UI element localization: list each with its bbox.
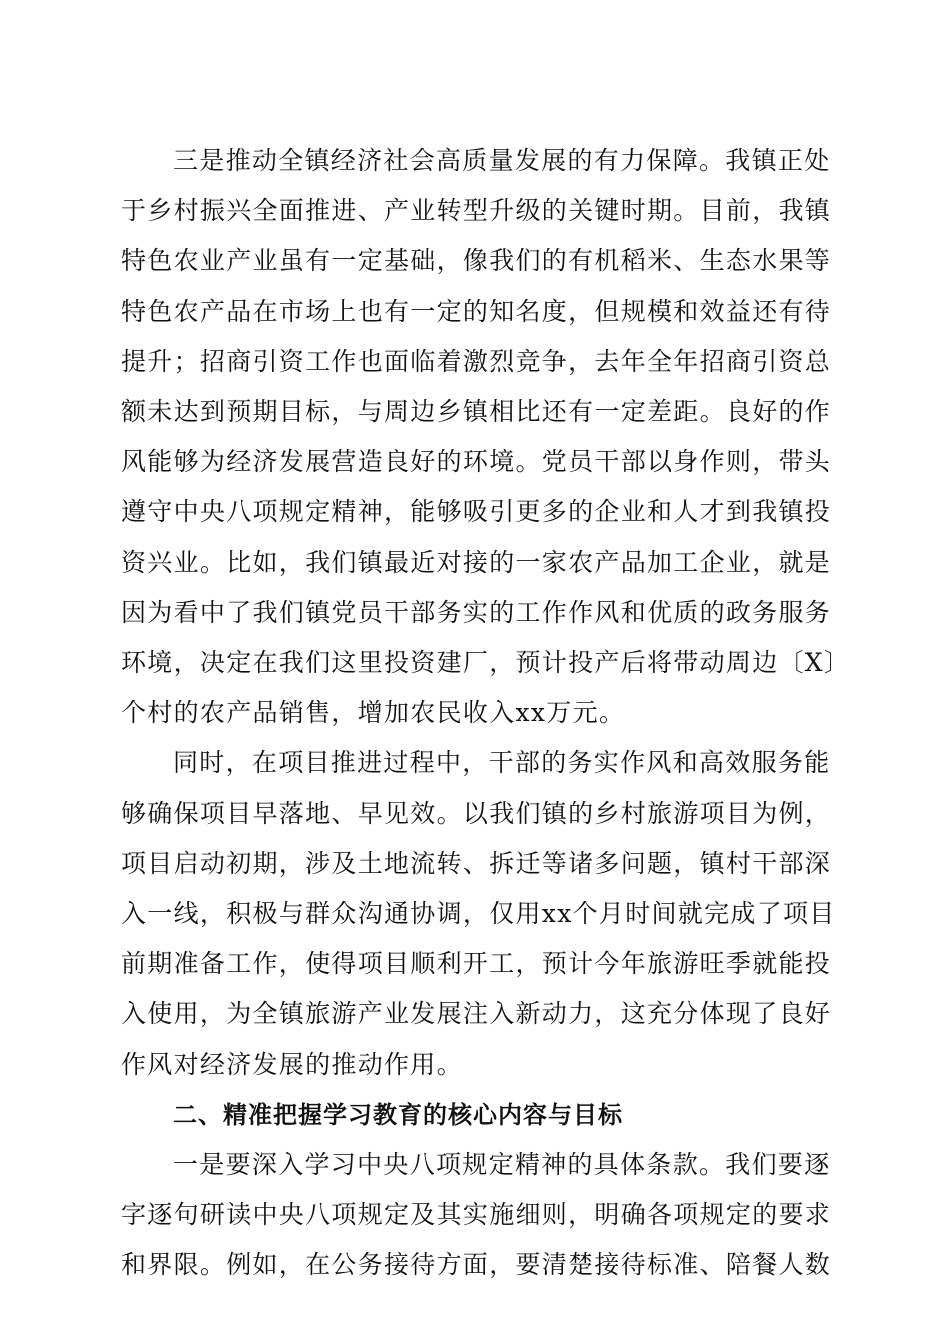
text-line: 和界限。例如，在公务接待方面，要清楚接待标准、陪餐人数: [121, 1250, 832, 1280]
document-body: [121, 136, 851, 1291]
text-line: 够确保项目早落地、早见效。以我们镇的乡村旅游项目为例，: [121, 798, 832, 828]
text-line: 前期准备工作，使得项目顺利开工，预计今年旅游旺季就能投: [121, 949, 832, 979]
text-line: 特色农产品在市场上也有一定的知名度，但规模和效益还有待: [121, 296, 832, 326]
text-line: 入使用，为全镇旅游产业发展注入新动力，这充分体现了良好: [121, 999, 832, 1029]
text-line: 三是推动全镇经济社会高质量发展的有力保障。我镇正处: [173, 146, 831, 175]
text-line: 风能够为经济发展营造良好的环境。党员干部以身作则，带头: [121, 447, 832, 477]
text-line: 个村的农产品销售，增加农民收入xx万元。: [121, 698, 626, 728]
text-line: 作风对经济发展的推动作用。: [121, 1049, 463, 1079]
text-line: 入一线，积极与群众沟通协调，仅用xx个月时间就完成了项目: [121, 899, 836, 929]
text-line: 同时，在项目推进过程中，干部的务实作风和高效服务能: [173, 748, 831, 778]
text-line: 额未达到预期目标，与周边乡镇相比还有一定差距。良好的作: [121, 397, 832, 427]
paragraph-study-regulations: [121, 1140, 832, 1291]
paragraph-economic-guarantee: [121, 136, 851, 738]
text-line: 于乡村振兴全面推进、产业转型升级的关键时期。目前，我镇: [121, 196, 832, 226]
section-heading: 二、精准把握学习教育的核心内容与目标: [173, 1100, 623, 1129]
text-line: 一是要深入学习中央八项规定精神的具体条款。我们要逐: [173, 1150, 831, 1180]
text-line: 提升；招商引资工作也面临着激烈竞争，去年全年招商引资总: [121, 346, 832, 376]
text-line: 项目启动初期，涉及土地流转、拆迁等诸多问题，镇村干部深: [121, 848, 832, 878]
text-line: 环境，决定在我们这里投资建厂，预计投产后将带动周边〔X〕: [121, 648, 851, 678]
text-line: 字逐句研读中央八项规定及其实施细则，明确各项规定的要求: [121, 1200, 832, 1230]
text-line: 特色农业产业虽有一定基础，像我们的有机稻米、生态水果等: [121, 246, 832, 276]
paragraph-project-promotion: [121, 738, 836, 1089]
text-line: 遵守中央八项规定精神，能够吸引更多的企业和人才到我镇投: [121, 497, 832, 527]
text-line: 因为看中了我们镇党员干部务实的工作作风和优质的政务服务: [121, 597, 832, 627]
text-line: 资兴业。比如，我们镇最近对接的一家农产品加工企业，就是: [121, 547, 832, 577]
